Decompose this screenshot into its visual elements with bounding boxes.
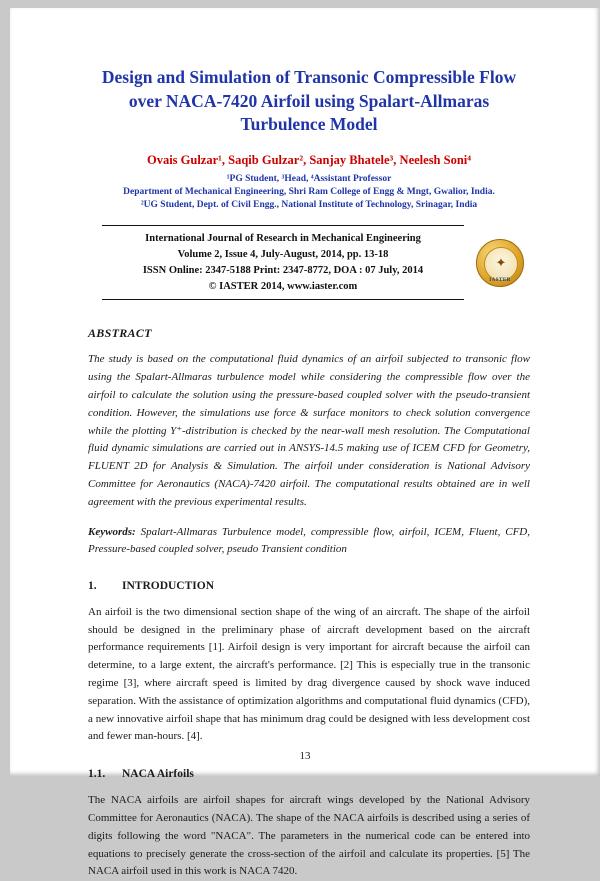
keywords-line	[88, 524, 530, 558]
journal-header	[102, 225, 530, 300]
affiliation-line-3: ²UG Student, Dept. of Civil Engg., National Institute of Technology, Srinagar, India	[140, 199, 478, 210]
section-1-number: 1.	[88, 579, 97, 592]
section-1-body: An airfoil is the two dimensional section shape of the wing of an aircraft. The shape of the airfoil should be designed in the preliminary phase of aircraft development based on the aircraft performance requirements [1]. Airfoil design is very important for aircraft because the airfoil can determine, to a large extent, the aircraft's performance. [2] This is especially true in the transonic regime [3], where aircraft speed is limited by drag divergence caused by shock wave induced separation. With the assistance of optimization algorithms and computational fluid dynamics (CFD), a new innovative airfoil shape that has minimum drag could be designed with less development cost and fewer man-hours. [4].	[88, 605, 531, 743]
paper-title: Design and Simulation of Transonic Compressible Flow over NACA-7420 Airfoil using Spalart-Allmaras Turbulence Model	[101, 67, 517, 135]
iaster-logo	[476, 239, 524, 287]
journal-volume-issue: Volume 2, Issue 4, July-August, 2014, pp. 13-18	[177, 249, 389, 261]
section-1-title: INTRODUCTION	[122, 579, 215, 592]
affiliation-line-2: Department of Mechanical Engineering, Shri Ram College of Engg & Mngt, Gwalior, India.	[123, 186, 495, 197]
authors-line: Ovais Gulzar¹, Saqib Gulzar², Sanjay Bhatele³, Neelesh Soni⁴	[146, 152, 472, 167]
section-1-1-heading	[88, 768, 530, 780]
keywords-label: Keywords:	[88, 525, 136, 538]
affiliation-line-1: ¹PG Student, ³Head, ⁴Assistant Professor	[226, 173, 392, 184]
journal-name: International Journal of Research in Mechanical Engineering	[145, 233, 421, 245]
journal-issn-doa: ISSN Online: 2347-5188 Print: 2347-8772, DOA : 07 July, 2014	[142, 264, 424, 276]
section-1-1-title: NACA Airfoils	[122, 768, 194, 781]
keywords-list: Spalart-Allmaras Turbulence model, compressible flow, airfoil, ICEM, Fluent, CFD, Pressure-based coupled solver, pseudo Transient condition	[88, 525, 530, 555]
paper-page	[10, 8, 600, 878]
section-1-heading	[88, 580, 530, 592]
page-number: 13	[299, 750, 311, 762]
iaster-logo-emblem-icon: ✦	[484, 247, 518, 281]
section-1-1-number: 1.1.	[88, 768, 106, 781]
journal-info-block	[102, 225, 464, 300]
section-1-1-body: The NACA airfoils are airfoil shapes for aircraft wings developed by the National Advisory Committee for Aeronautics (NACA). The shape of the NACA airfoils is described using a series of digits following the word "NACA". The parameters in the numerical code can be entered into equations to precisely generate the cross-section of the airfoil and calculate its properties. [5] The NACA airfoil used in this work is NACA 7420.	[88, 794, 530, 878]
iaster-logo-text: IASTER	[489, 277, 511, 283]
abstract-body: The study is based on the computational fluid dynamics of an airfoil subjected to transonic flow using the Spalart-Allmaras turbulence model while considering the compressible flow over the airfoil to calculate the solution using the pressure-based coupled solver with the pseudo-transient condition. However, the simulations use force & surface monitors to check solution convergence while the plotting Y⁺-distribution is checked by the near-wall mesh resolution. The Computational fluid dynamic simulations are carried out in ANSYS-14.5 making use of ICEM CFD for Geometry, FLUENT 2D for Analysis & Simulation. The airfoil under consideration is National Advisory Committee for Aeronautics (NACA)-7420 airfoil. The computational results obtained are in well agreement with the previous experimental results.	[88, 353, 530, 508]
journal-copyright: © IASTER 2014, www.iaster.com	[208, 280, 358, 292]
abstract-heading: ABSTRACT	[88, 326, 152, 341]
